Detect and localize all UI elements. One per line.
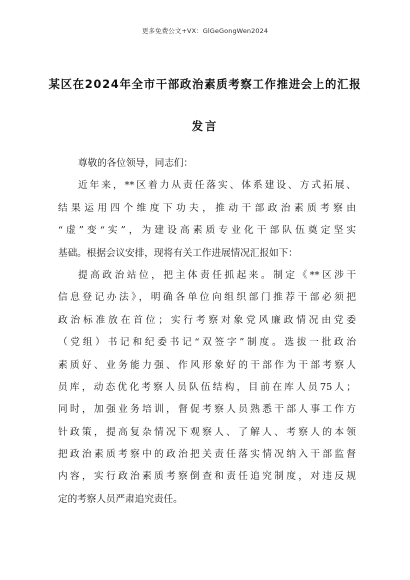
paragraph-line: 员库，动态优化考察人员队伍结构，目前在库人员75人；: [58, 381, 356, 393]
paragraph-line: 基础。根据会议安排，现将有关工作进展情况汇报如下：: [58, 247, 298, 259]
document-body: [58, 153, 356, 511]
paragraph-line: 提高政治站位，把主体责任抓起来。制定《**区涉干: [78, 269, 356, 281]
paragraph-line: 同时，加强业务培训，督促考察人员熟悉干部人事工作方: [58, 404, 356, 416]
paragraph-line: 政治标准放在首位；实行考察对象党风廉政情况由党委: [58, 314, 356, 326]
paragraph-line: 把政治素质考察中的政治把关责任落实情况纳入干部监督: [58, 449, 356, 461]
paragraph-line: 结果运用四个维度下功夫，推动干部政治素质考察由: [58, 202, 356, 214]
salutation: 尊敬的各位领导，同志们：: [78, 158, 194, 169]
paragraph-line: （党组）书记和纪委书记“双签字”制度。选拔一批政治: [58, 337, 356, 349]
paragraph-line: 信息登记办法》，明确各单位向组织部门推荐干部必须把: [58, 292, 356, 304]
document-title: 某区在2024年全市干部政治素质考察工作推进会上的汇报: [48, 78, 362, 91]
document-title-continued: 发言: [191, 120, 219, 133]
paragraph-line: 素质好、业务能力强、作风形象好的干部作为干部考察人: [58, 359, 356, 371]
paragraph-line: 针政策，提高复杂情况下观察人、了解人、考察人的本领: [58, 426, 356, 438]
paragraph-line: 近年来，**区着力从责任落实、体系建设、方式拓展、: [78, 180, 356, 192]
paragraph-line: 定的考察人员严肃追究责任。: [58, 493, 183, 505]
paragraph-line: 内容，实行政治素质考察倒查和责任追究制度，对违反规: [58, 471, 356, 483]
paragraph-line: “虚”变“实”，为建设高素质专业化干部队伍奠定坚实: [58, 225, 356, 237]
header-promo-note: 更多免费公文+VX：GlGeGongWen2024: [141, 27, 269, 35]
